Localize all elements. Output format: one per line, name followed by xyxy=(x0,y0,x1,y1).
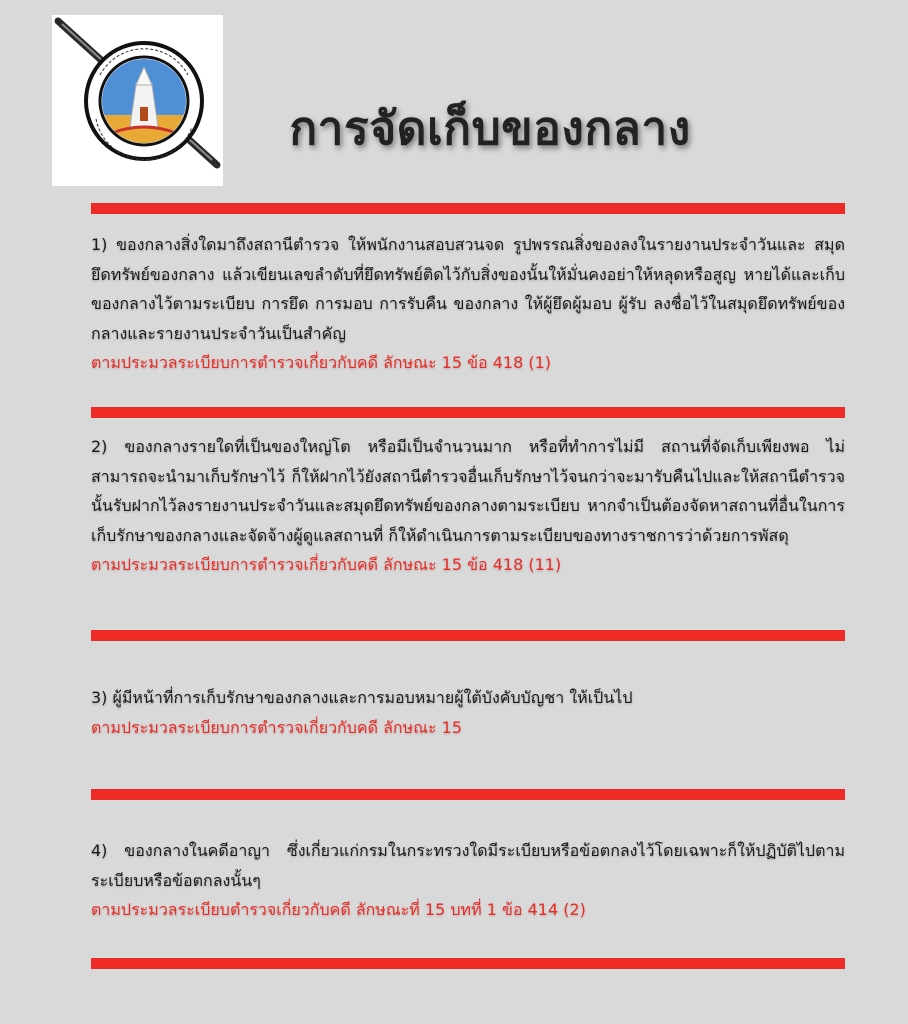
section-body: 4) ของกลางในคดีอาญา ซึ่งเกี่ยวแก่กรมในกระทรวงใดมีระเบียบหรือข้อตกลงไว้โดยเฉพาะก็ให้ปฏิบัติไปตามระเบียบหรือข้อตกลงนั้นๆ xyxy=(91,841,845,890)
page-title: การจัดเก็บของกลาง xyxy=(289,101,691,155)
divider-3 xyxy=(91,630,845,641)
divider-1 xyxy=(91,203,845,214)
police-station-logo xyxy=(52,15,223,186)
section-3 xyxy=(91,683,845,742)
divider-5 xyxy=(91,958,845,969)
police-station-emblem-icon xyxy=(52,15,223,186)
section-4 xyxy=(91,836,845,925)
section-body: 1) ของกลางสิ่งใดมาถึงสถานีตำรวจ ให้พนักงานสอบสวนจด รูปพรรณสิ่งของลงในรายงานประจำวันและ สมุดยึดทรัพย์ของกลาง แล้วเขียนเลขลำดับที่ยึดทรัพย์ติดไว้กับสิ่งของนั้นให้มั่นคงอย่าให้หลุดหรือสูญ หายได้และเก็บของกลางไว้ตามระเบียบ การยึด การมอบ การรับคืน ของกลาง ให้ผู้ยึดผู้มอบ ผู้รับ ลงชื่อไว้ในสมุดยึดทรัพย์ของกลางและรายงานประจำวันเป็นสำคัญ xyxy=(91,235,845,343)
section-reference: ตามประมวลระเบียบการตำรวจเกี่ยวกับคดี ลักษณะ 15 ข้อ 418 (11) xyxy=(91,555,562,574)
section-reference: ตามประมวลระเบียบตำรวจเกี่ยวกับคดี ลักษณะที่ 15 บทที่ 1 ข้อ 414 (2) xyxy=(91,900,586,919)
section-2 xyxy=(91,432,845,580)
section-body: 3) ผู้มีหน้าที่การเก็บรักษาของกลางและการมอบหมายผู้ใต้บังคับบัญชา ให้เป็นไป xyxy=(91,688,633,707)
divider-4 xyxy=(91,789,845,800)
divider-2 xyxy=(91,407,845,418)
section-reference: ตามประมวลระเบียบการตำรวจเกี่ยวกับคดี ลักษณะ 15 ข้อ 418 (1) xyxy=(91,353,552,372)
section-body: 2) ของกลางรายใดที่เป็นของใหญ่โต หรือมีเป็นจำนวนมาก หรือที่ทำการไม่มี สถานที่จัดเก็บเพียงพอ ไม่ สามารถจะนำมาเก็บรักษาไว้ ก็ให้ฝากไว้ยังสถานีตำรวจอื่นเก็บรักษาไว้จนกว่าจะมารับคืนไปและให้สถานีตำรวจนั้นรับฝากไว้ลงรายงานประจำวันและสมุดยึดทรัพย์ของกลางตามระเบียบ หากจำเป็นต้องจัดหาสถานที่อื่นในการเก็บรักษาของกลางและจัดจ้างผู้ดูแลสถานที่ ก็ให้ดำเนินการตามระเบียบของทางราชการว่าด้วยการพัสดุ xyxy=(91,437,845,545)
section-1 xyxy=(91,230,845,378)
section-reference: ตามประมวลระเบียบการตำรวจเกี่ยวกับคดี ลักษณะ 15 xyxy=(91,717,462,737)
